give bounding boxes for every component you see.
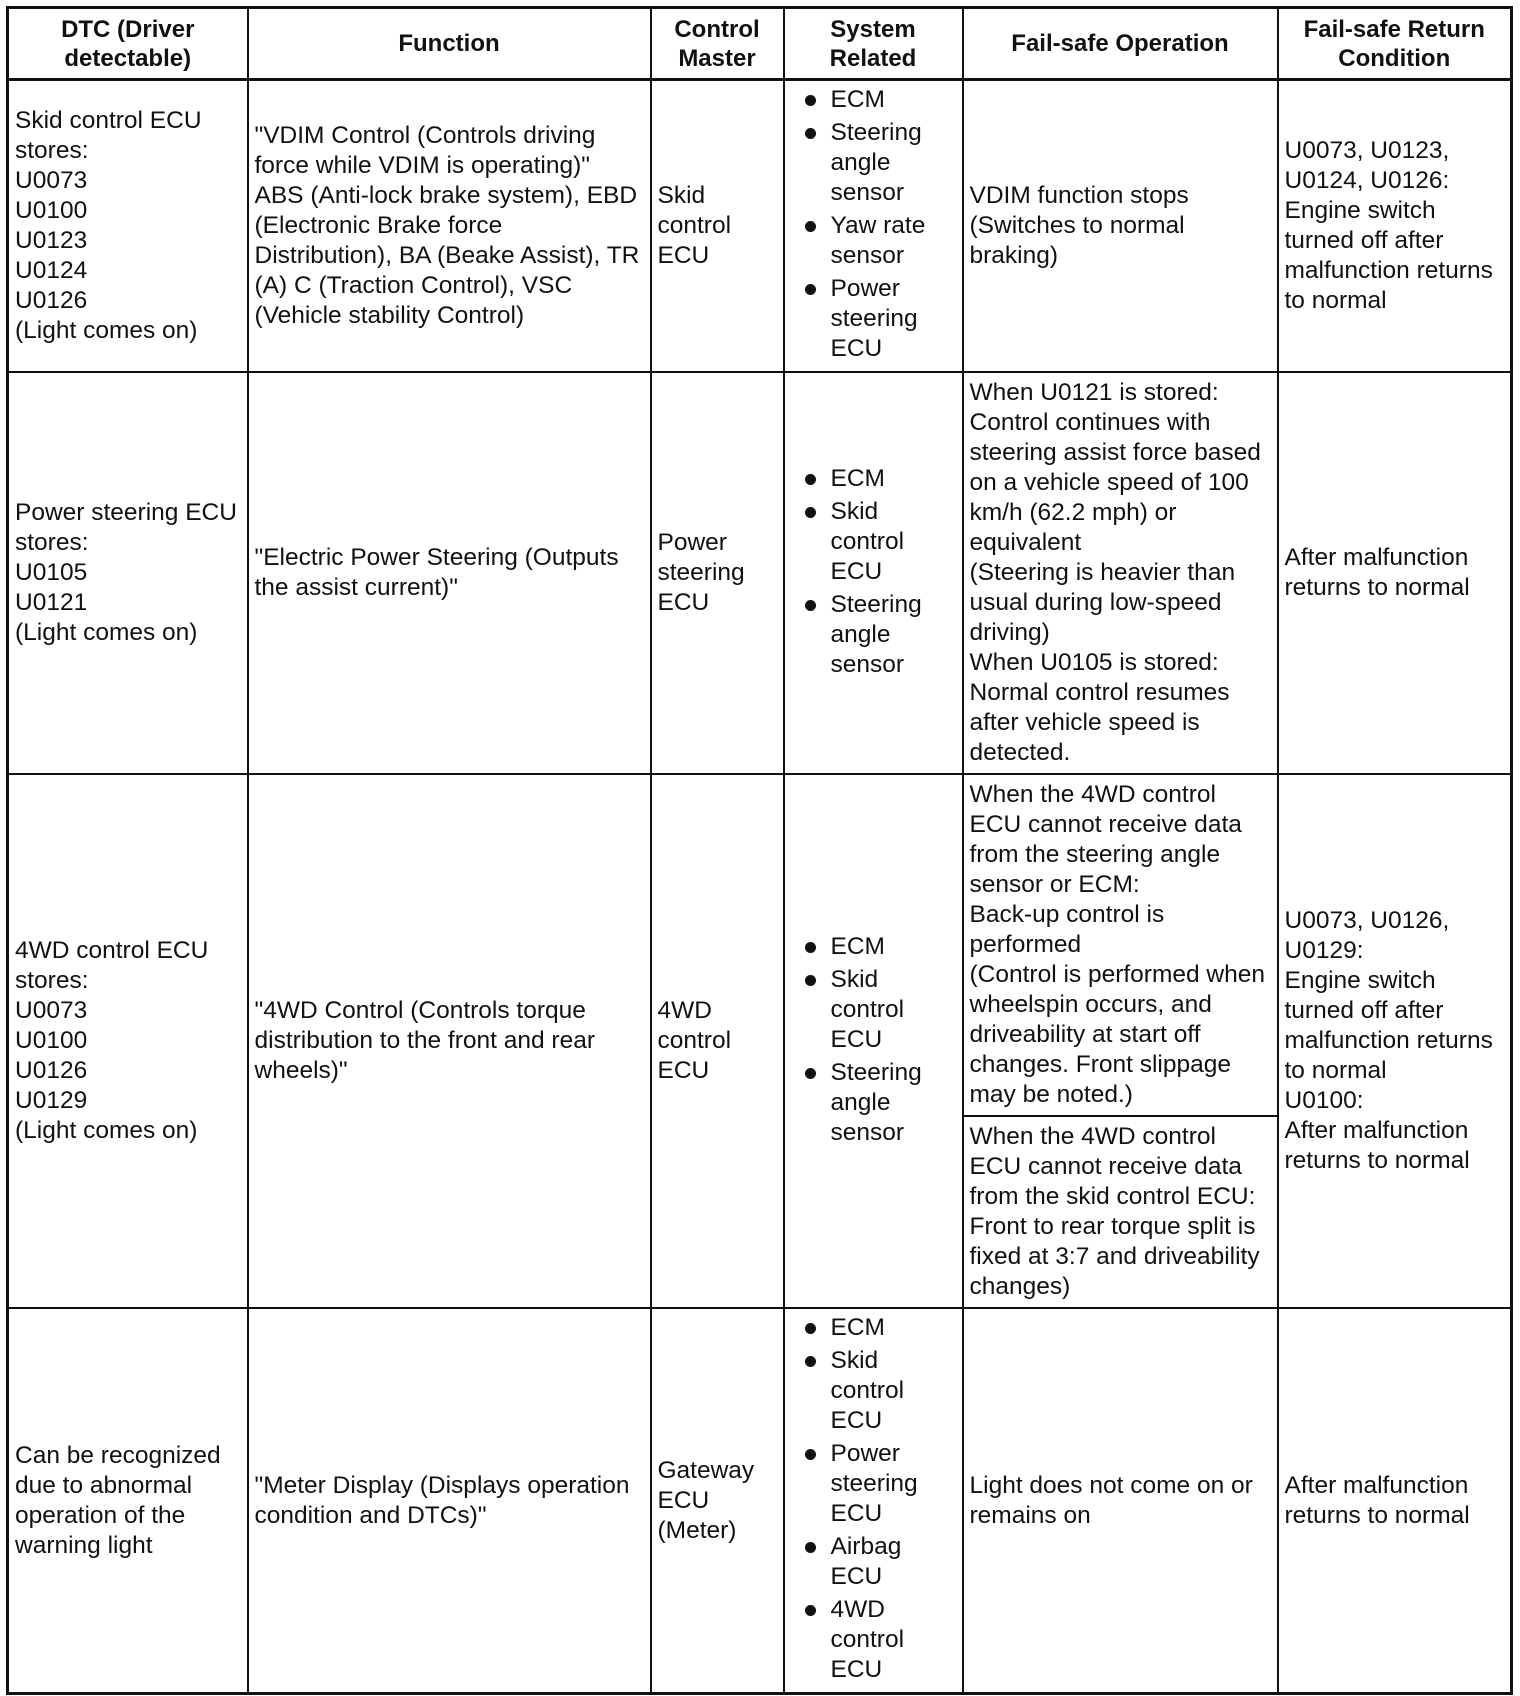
failsafe-operation-text: When the 4WD control ECU cannot receive data from the skid control ECU:: [969, 1123, 1256, 1210]
failsafe-operation-text: Front to rear torque split is fixed at 3:7 and driveability changes): [969, 1213, 1267, 1300]
failsafe-operation-cell: [963, 774, 1278, 1116]
function-cell: [248, 774, 651, 1308]
failsafe-operation-text: (Steering is heavier than usual during low-speed driving): [969, 559, 1242, 646]
function-text: "Meter Display (Displays operation condition and DTCs)": [254, 1471, 637, 1529]
failsafe-return-text: After malfunction returns to normal: [1284, 1471, 1476, 1529]
dtc-line: U0073: [15, 167, 88, 194]
control-master-cell: [651, 1308, 784, 1694]
dtc-line: Power steering ECU stores:: [15, 499, 244, 556]
dtc-line: U0121: [15, 589, 88, 616]
control-master-cell: [651, 372, 784, 774]
failsafe-operation-text: VDIM function stops (Switches to normal braking): [969, 182, 1196, 269]
dtc-line: U0073: [15, 997, 88, 1024]
list-item: 4WD control ECU: [799, 1595, 956, 1685]
failsafe-operation-text: Light does not come on or remains on: [969, 1471, 1260, 1529]
dtc-line: U0126: [15, 1057, 88, 1084]
failsafe-operation-text: (Control is performed when wheelspin occurs, and driveability at start off changes. Front slippage may be noted.): [969, 961, 1272, 1108]
system-related-cell: [784, 372, 963, 774]
header-failsafe-operation: Fail-safe Operation: [963, 8, 1278, 80]
failsafe-operation-cell: [963, 1116, 1278, 1308]
dtc-line: (Light comes on): [15, 619, 198, 646]
dtc-line: U0105: [15, 559, 88, 586]
table-row: [8, 774, 1512, 1116]
failsafe-operation-text: When the 4WD control ECU cannot receive data from the steering angle sensor or ECM:: [969, 781, 1249, 898]
failsafe-operation-text: When U0121 is stored:: [969, 379, 1219, 406]
failsafe-operation-text: Back-up control is performed: [969, 901, 1172, 958]
header-function: Function: [248, 8, 651, 80]
list-item: Yaw rate sensor: [799, 211, 956, 271]
system-related-list: [799, 1313, 956, 1685]
failsafe-operation-text: Normal control resumes after vehicle speed is detected.: [969, 679, 1237, 766]
list-item: ECM: [799, 464, 956, 494]
failsafe-operation-cell: [963, 1308, 1278, 1694]
control-master-text: Gateway ECU (Meter): [657, 1456, 761, 1544]
failsafe-return-text: U0073, U0123, U0124, U0126:: [1284, 137, 1457, 194]
header-row: [8, 8, 1512, 80]
function-text: "Electric Power Steering (Outputs the assist current)": [254, 544, 626, 601]
list-item: Skid control ECU: [799, 965, 956, 1055]
dtc-line: U0124: [15, 257, 88, 284]
dtc-failsafe-document: [6, 6, 1510, 1690]
header-failsafe-return: Fail-safe Return Condition: [1278, 8, 1512, 80]
function-cell: [248, 80, 651, 373]
dtc-line: (Light comes on): [15, 317, 198, 344]
list-item: Skid control ECU: [799, 1346, 956, 1436]
table-row: [8, 1308, 1512, 1694]
control-master-cell: [651, 774, 784, 1308]
dtc-line: U0100: [15, 197, 88, 224]
list-item: Power steering ECU: [799, 274, 956, 364]
header-control-master: Control Master: [651, 8, 784, 80]
header-dtc: DTC (Driver detectable): [8, 8, 248, 80]
failsafe-return-text: Engine switch turned off after malfunction returns to normal: [1284, 197, 1500, 314]
dtc-failsafe-table: [6, 6, 1513, 1695]
dtc-cell: [8, 372, 248, 774]
list-item: ECM: [799, 1313, 956, 1343]
dtc-line: U0126: [15, 287, 88, 314]
dtc-line: Skid control ECU stores:: [15, 107, 209, 164]
failsafe-return-text: After malfunction returns to normal: [1284, 1117, 1476, 1174]
list-item: ECM: [799, 932, 956, 962]
list-item: Airbag ECU: [799, 1532, 956, 1592]
failsafe-operation-cell: [963, 372, 1278, 774]
failsafe-return-text: U0100:: [1284, 1087, 1364, 1114]
dtc-line: Can be recognized due to abnormal operation of the warning light: [15, 1441, 228, 1559]
header-system-related: System Related: [784, 8, 963, 80]
failsafe-return-text: Engine switch turned off after malfunction returns to normal: [1284, 967, 1500, 1084]
failsafe-return-cell: [1278, 372, 1512, 774]
dtc-cell: [8, 1308, 248, 1694]
function-text: "4WD Control (Controls torque distribution to the front and rear wheels)": [254, 997, 602, 1084]
function-cell: [248, 372, 651, 774]
failsafe-operation-text: When U0105 is stored:: [969, 649, 1219, 676]
system-related-list: [799, 932, 956, 1148]
dtc-line: 4WD control ECU stores:: [15, 937, 216, 994]
list-item: Steering angle sensor: [799, 590, 956, 680]
dtc-cell: [8, 80, 248, 373]
function-cell: [248, 1308, 651, 1694]
failsafe-operation-text: Control continues with steering assist force based on a vehicle speed of 100 km/h (62.2 mph) or equivalent: [969, 409, 1268, 556]
table-row: [8, 372, 1512, 774]
failsafe-return-text: After malfunction returns to normal: [1284, 544, 1476, 601]
dtc-line: U0100: [15, 1027, 88, 1054]
control-master-text: Power steering ECU: [657, 529, 752, 616]
dtc-line: U0129: [15, 1087, 88, 1114]
list-item: Steering angle sensor: [799, 1058, 956, 1148]
failsafe-return-cell: [1278, 1308, 1512, 1694]
list-item: Skid control ECU: [799, 497, 956, 587]
list-item: Steering angle sensor: [799, 118, 956, 208]
control-master-text: 4WD control ECU: [657, 997, 738, 1084]
system-related-cell: [784, 1308, 963, 1694]
control-master-cell: [651, 80, 784, 373]
failsafe-return-text: U0073, U0126, U0129:: [1284, 907, 1457, 964]
dtc-cell: [8, 774, 248, 1308]
list-item: ECM: [799, 85, 956, 115]
failsafe-return-cell: [1278, 774, 1512, 1308]
dtc-line: (Light comes on): [15, 1117, 198, 1144]
function-text: "VDIM Control (Controls driving force while VDIM is operating)" ABS (Anti-lock brake system), EBD (Electronic Brake force Distribution), BA (Beake Assist), TR (A) C (Traction Control), VSC (Vehicle stability Control): [254, 122, 647, 329]
failsafe-return-cell: [1278, 80, 1512, 373]
dtc-line: U0123: [15, 227, 88, 254]
control-master-text: Skid control ECU: [657, 182, 738, 269]
list-item: Power steering ECU: [799, 1439, 956, 1529]
system-related-cell: [784, 80, 963, 373]
system-related-cell: [784, 774, 963, 1308]
failsafe-operation-cell: [963, 80, 1278, 373]
table-row: [8, 80, 1512, 373]
system-related-list: [799, 85, 956, 364]
system-related-list: [799, 464, 956, 680]
